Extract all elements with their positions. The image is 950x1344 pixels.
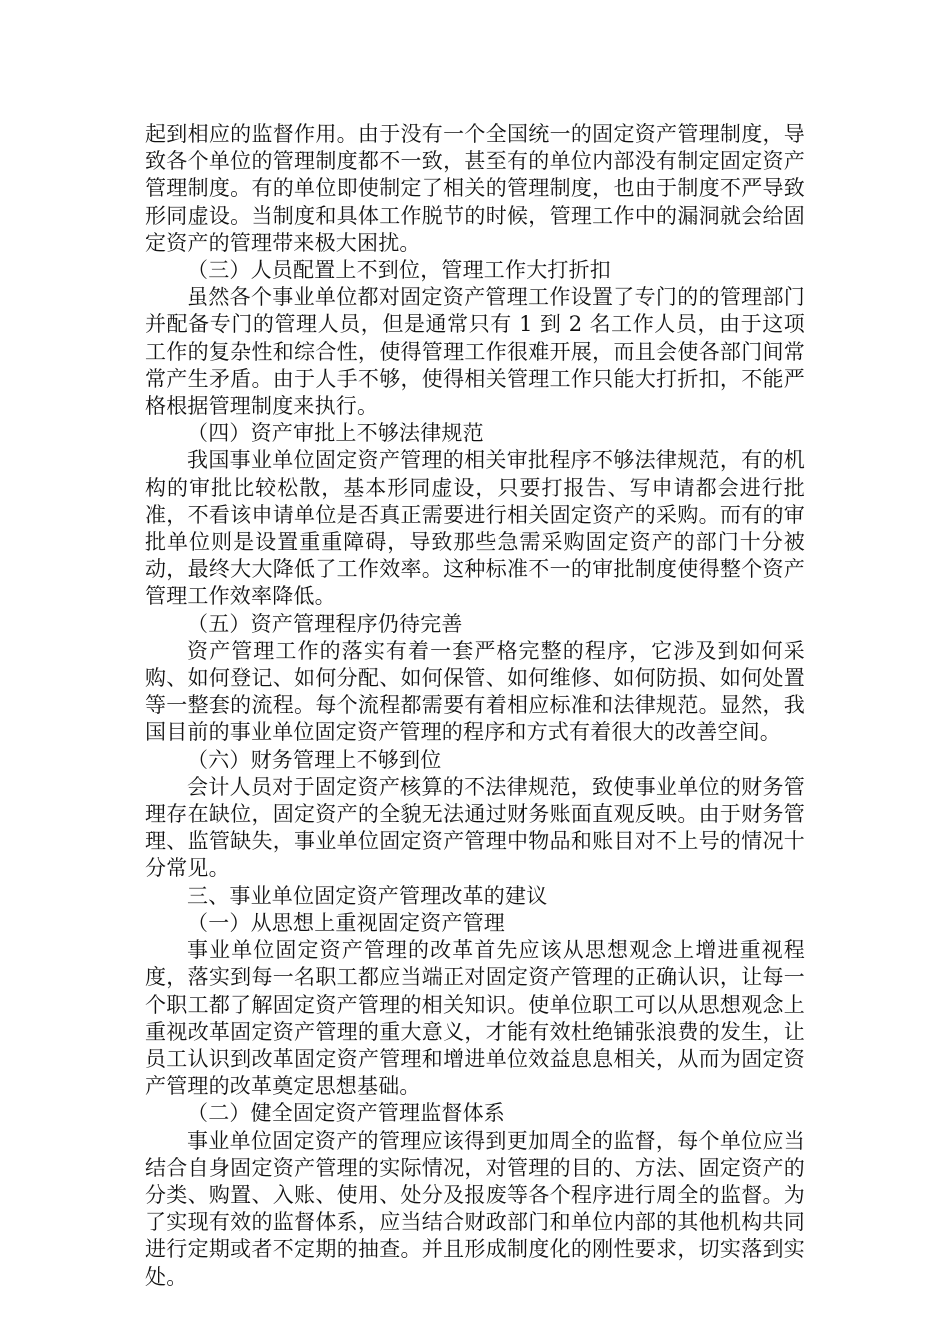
body-paragraph: 虽然各个事业单位都对固定资产管理工作设置了专门的的管理部门并配备专门的管理人员，但是通常只有 1 到 2 名工作人员，由于这项工作的复杂性和综合性，使得管理工作很难开展，而且会使各部门间常常产生矛盾。由于人手不够，使得相关管理工作只能大打折扣，不能严格根据管理制度来执行。 — [145, 285, 805, 419]
chapter-heading: 三、事业单位固定资产管理改革的建议 — [187, 883, 548, 908]
body-paragraph: 事业单位固定资产管理的改革首先应该从思想观念上增进重视程度，落实到每一名职工都应当端正对固定资产管理的正确认识，让每一个职工都了解固定资产管理的相关知识。使单位职工可以从思想观念上重视改革固定资产管理的重大意义，才能有效杜绝铺张浪费的发生，让员工认识到改革固定资产管理和增进单位效益息息相关，从而为固定资产管理的改革奠定思想基础。 — [145, 938, 805, 1099]
body-paragraph: 起到相应的监督作用。由于没有一个全国统一的固定资产管理制度，导致各个单位的管理制度都不一致，甚至有的单位内部没有制定固定资产管理制度。有的单位即使制定了相关的管理制度，也由于制度不严导致形同虚设。当制度和具体工作脱节的时候，管理工作中的漏洞就会给固定资产的管理带来极大困扰。 — [145, 122, 805, 255]
section-heading: （四）资产审批上不够法律规范 — [187, 421, 484, 446]
body-paragraph: 事业单位固定资产的管理应该得到更加周全的监督，每个单位应当结合自身固定资产管理的实际情况，对管理的目的、方法、固定资产的分类、购置、入账、使用、处分及报废等各个程序进行周全的监督。为了实现有效的监督体系，应当结合财政部门和单位内部的其他机构共同进行定期或者不定期的抽查。并且形成制度化的刚性要求，切实落到实处。 — [145, 1128, 805, 1289]
section-heading: （一）从思想上重视固定资产管理 — [187, 910, 505, 935]
body-paragraph: 会计人员对于固定资产核算的不法律规范，致使事业单位的财务管理存在缺位，固定资产的全貌无法通过财务账面直观反映。由于财务管理、监管缺失，事业单位固定资产管理中物品和账目对不上号的情况十分常见。 — [145, 774, 805, 881]
section-heading: （五）资产管理程序仍待完善 — [187, 611, 463, 636]
section-heading: （二）健全固定资产管理监督体系 — [187, 1101, 505, 1126]
section-heading: （三）人员配置上不到位，管理工作大打折扣 — [187, 258, 611, 283]
section-heading: （六）财务管理上不够到位 — [187, 747, 442, 772]
body-paragraph: 资产管理工作的落实有着一套严格完整的程序，它涉及到如何采购、如何登记、如何分配、如何保管、如何维修、如何防损、如何处置等一整套的流程。每个流程都需要有着相应标准和法律规范。显然，我国目前的事业单位固定资产管理的程序和方式有着很大的改善空间。 — [145, 638, 805, 745]
document-page — [145, 121, 805, 1291]
body-paragraph: 我国事业单位固定资产管理的相关审批程序不够法律规范，有的机构的审批比较松散，基本形同虚设，只要打报告、写申请都会进行批准，不看该申请单位是否真正需要进行相关固定资产的采购。而有的审批单位则是设置重重障碍，导致那些急需采购固定资产的部门十分被动，最终大大降低了工作效率。这种标准不一的审批制度使得整个资产管理工作效率降低。 — [145, 448, 805, 609]
